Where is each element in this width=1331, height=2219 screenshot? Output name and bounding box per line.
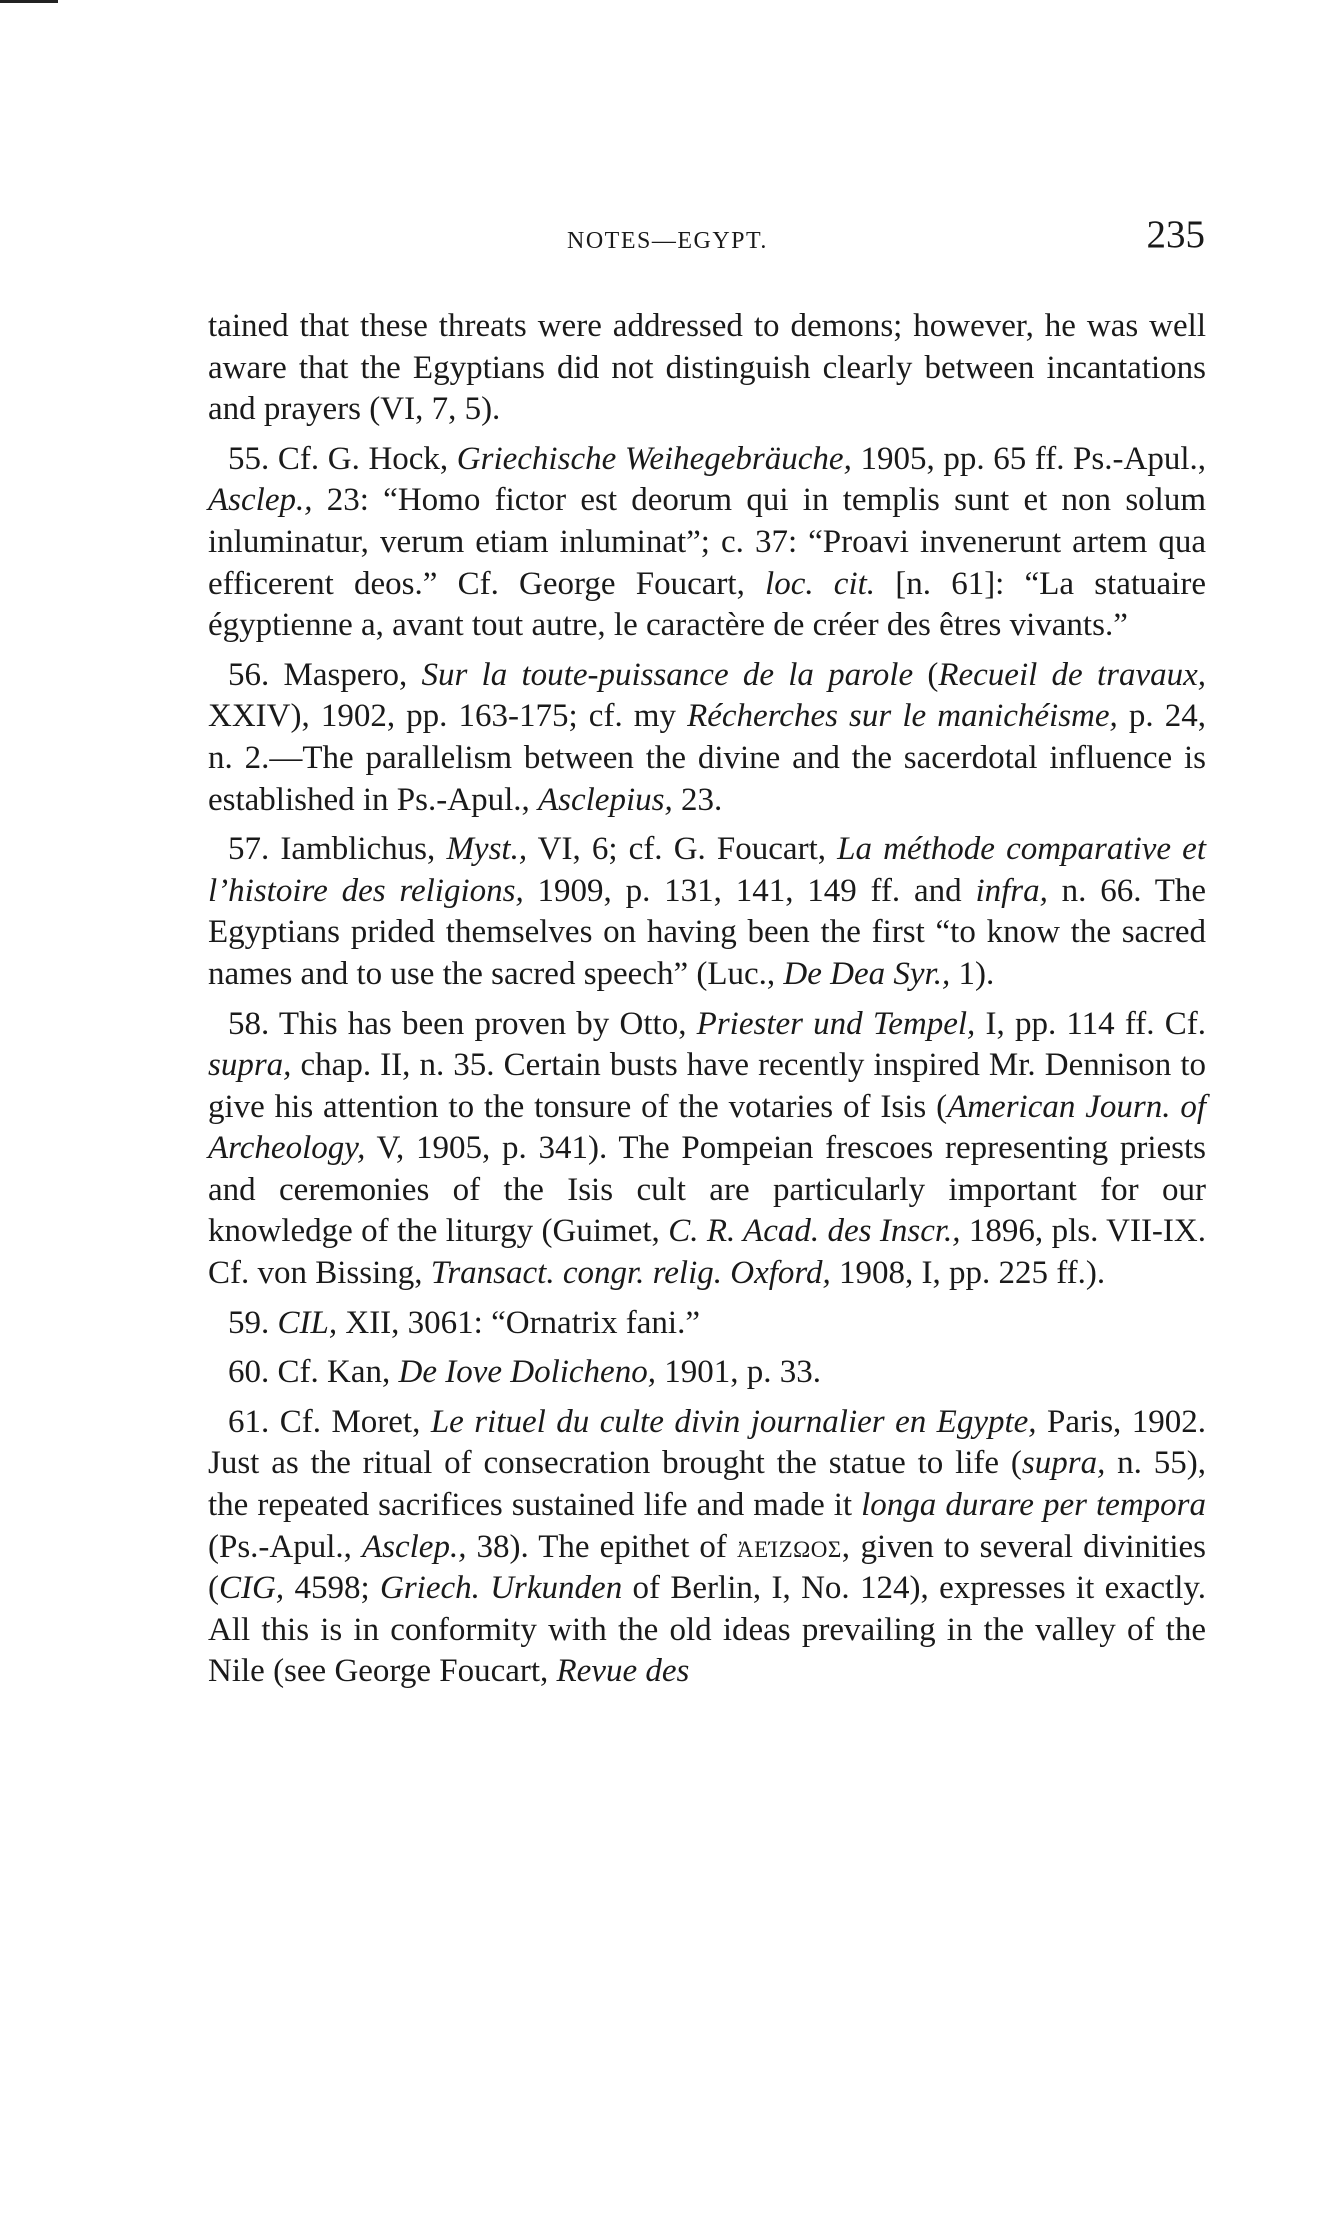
note-text: tained that these threats were addressed to demons; however, he was well aware that the Egyptians did not distinguish clearly between incantations and prayers (VI, 7, 5). [208, 308, 1206, 428]
citation-title: Sur la toute-puissance de la parole [421, 656, 914, 693]
citation-title: CIG, [219, 1570, 285, 1607]
note-text: 58. This has been proven by Otto, [228, 1005, 697, 1042]
note-59 [208, 1303, 1206, 1345]
note-text: 23. [672, 781, 723, 818]
note-text: V, 1905, p. 341). The Pompeian frescoes representing priests and ceremonies of the Isis cult are particularly important for our knowledge of the liturgy (Guimet, [208, 1130, 1206, 1250]
note-61 [208, 1402, 1206, 1693]
notes-body [208, 306, 1206, 1701]
note-text: 55. Cf. G. Hock, [228, 440, 457, 477]
citation-title: Transact. congr. relig. Oxford, [430, 1255, 831, 1292]
citation-title: Asclep., [208, 482, 313, 519]
page-header [205, 212, 1205, 262]
note-text: 1). [950, 955, 995, 992]
note-text: I, pp. 114 ff. Cf. [975, 1005, 1206, 1042]
note-text: 23: “Homo fictor est deorum qui in templis sunt et non solum inluminatur, verum etiam inluminat”; c. 37: “Proavi invenerunt artem qua efficerent deos.” Cf. George Foucart, [208, 482, 1206, 602]
citation-title: Priester und Tempel, [696, 1005, 976, 1042]
citation-title: Le rituel du culte divin journalier en Egypte, [430, 1403, 1037, 1440]
citation-title: Griechische Weihegebräuche, [456, 440, 852, 477]
note-56 [208, 655, 1206, 821]
citation-title: Griech. Urkunden [379, 1570, 623, 1607]
citation-title: Recueil de travaux, [938, 656, 1206, 693]
citation-title: La méthode comparative et l’histoire des religions, [208, 831, 1206, 909]
citation-title: longa durare per tempora [861, 1487, 1206, 1524]
citation-title: American Journ. of Archeology, [208, 1088, 1206, 1167]
note-55 [208, 439, 1206, 647]
note-text: ( [913, 656, 939, 693]
note-text: 1896, pls. VII-IX. Cf. von Bissing, [208, 1213, 1206, 1292]
note-text: XII, 3061: “Ornatrix fani.” [337, 1304, 700, 1341]
citation-title: Asclepius, [537, 781, 673, 818]
note-text: 1909, p. 131, 141, 149 ff. and [523, 872, 976, 909]
note-58 [208, 1004, 1206, 1295]
note-text: ἀείζωος, [736, 1528, 851, 1565]
note-text: 61. Cf. Moret, [228, 1403, 431, 1440]
citation-title: Asclep., [361, 1528, 467, 1565]
note-text: p. 24, n. 2.—The parallelism between the divine and the sacerdotal influence is established in Ps.-Apul., [208, 698, 1207, 818]
note-text: (Ps.-Apul., [208, 1528, 362, 1565]
running-title: NOTES—EGYPT. [567, 228, 768, 254]
note-text: 60. Cf. Kan, [228, 1354, 399, 1391]
citation-title: Revue des [556, 1653, 690, 1690]
citation-title: supra, [1021, 1445, 1106, 1482]
note-text: 38). The epithet of [466, 1528, 737, 1565]
note-text: n. 66. The Egyptians prided themselves on having been the first “to know the sacred names and to use the sacred speech” (Luc., [208, 872, 1206, 992]
page-number: 235 [1146, 213, 1205, 256]
note-text: 59. [228, 1304, 278, 1341]
citation-title: Myst., [446, 831, 528, 868]
citation-title: Récherches sur le manichéisme, [687, 698, 1118, 735]
note-text: [n. 61]: “La statuaire égyptienne a, avant tout autre, le caractère de créer des êtres vivants.” [208, 565, 1206, 644]
note-text: 56. Maspero, [228, 656, 422, 693]
scan-edge-mark [0, 0, 58, 3]
note-text: of Berlin, I, No. 124), expresses it exactly. All this is in conformity with the old ideas prevailing in the valley of the Nile (see George Foucart, [208, 1570, 1207, 1690]
note-text: 1908, I, pp. 225 ff.). [830, 1255, 1106, 1292]
citation-title: C. R. Acad. des Inscr., [668, 1213, 961, 1250]
note-text: chap. II, n. 35. Certain busts have recently inspired Mr. Dennison to give his attention to the tonsure of the votaries of Isis ( [208, 1047, 1206, 1125]
citation-title: supra, [208, 1047, 292, 1084]
citation-title: CIL, [277, 1304, 338, 1341]
citation-title: De Dea Syr., [783, 955, 951, 992]
note-text: VI, 6; cf. G. Foucart, [527, 831, 838, 868]
note-text: given to several divinities ( [208, 1528, 1206, 1607]
note-text: 1905, pp. 65 ff. Ps.-Apul., [851, 440, 1206, 477]
note-text: 1901, p. 33. [655, 1354, 821, 1391]
citation-title: De Iove Dolicheno, [398, 1354, 656, 1391]
note-text: XXIV), 1902, pp. 163-175; cf. my [208, 698, 688, 735]
citation-title: infra, [975, 872, 1048, 909]
note-57 [208, 829, 1206, 995]
note-60 [208, 1352, 1206, 1394]
note-text: 4598; [284, 1570, 380, 1607]
note-text: Paris, 1902. Just as the ritual of consecration brought the statue to life ( [208, 1403, 1206, 1482]
note-text: 57. Iamblichus, [228, 831, 447, 868]
note-text: n. 55), the repeated sacrifices sustained life and made it [208, 1445, 1207, 1524]
continued-paragraph [208, 306, 1206, 431]
citation-title: loc. cit. [765, 565, 876, 602]
